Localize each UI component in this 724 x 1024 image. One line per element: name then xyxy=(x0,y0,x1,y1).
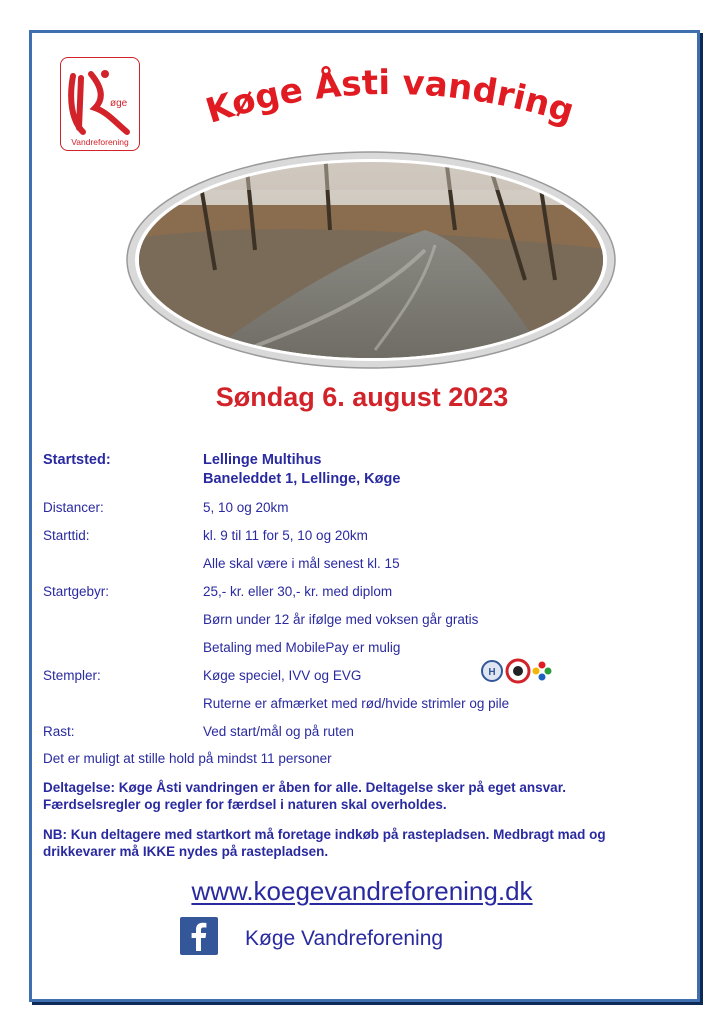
logo-bottom-text: Vandreforening xyxy=(71,137,129,147)
svg-text:Køge Åsti vandring xyxy=(201,63,578,132)
startgebyr-label: Startgebyr: xyxy=(43,584,110,599)
distancer-value: 5, 10 og 20km xyxy=(203,500,289,515)
deltagelse-line-2: Færdselsregler og regler for færdsel i naturen skal overholdes. xyxy=(43,797,447,812)
starttid-value-2: Alle skal være i mål senest kl. 15 xyxy=(203,556,400,571)
river-photo xyxy=(125,150,617,370)
stempler-label: Stempler: xyxy=(43,668,101,683)
stempler-value-1: Køge speciel, IVV og EVG xyxy=(203,668,362,683)
page-title xyxy=(150,40,620,150)
logo-small-text: øge xyxy=(110,98,128,109)
nb-line-2: drikkevarer må IKKE nydes på rastepladsen. xyxy=(43,844,329,859)
distancer-label: Distancer: xyxy=(43,500,104,515)
koge-vandreforening-logo xyxy=(60,57,140,151)
facebook-icon[interactable] xyxy=(180,917,218,955)
rast-label: Rast: xyxy=(43,724,75,739)
svg-text:H: H xyxy=(488,667,496,678)
title-text: Køge Åsti vandring xyxy=(201,62,579,132)
deltagelse-paragraph xyxy=(43,779,663,813)
startsted-value-2: Baneleddet 1, Lellinge, Køge xyxy=(203,471,401,487)
ivv-evg-stamp-icons xyxy=(480,658,560,684)
nb-line-1: NB: Kun deltagere med startkort må foretage indkøb på rastepladsen. Medbragt mad og xyxy=(43,827,606,842)
startgebyr-value-3: Betaling med MobilePay er mulig xyxy=(203,640,401,655)
nb-paragraph xyxy=(43,826,663,860)
startgebyr-value-1: 25,- kr. eller 30,- kr. med diplom xyxy=(203,584,393,599)
logo-graphic xyxy=(61,58,139,150)
facebook-page-name[interactable]: Køge Vandreforening xyxy=(245,927,444,950)
rast-value: Ved start/mål og på ruten xyxy=(203,724,354,739)
hold-text: Det er muligt at stille hold på mindst 11 personer xyxy=(43,751,332,766)
starttid-label: Starttid: xyxy=(43,528,90,543)
stempler-value-2: Ruterne er afmærket med rød/hvide strimler og pile xyxy=(203,696,510,711)
startsted-value-1: Lellinge Multihus xyxy=(203,452,322,468)
event-date: Søndag 6. august 2023 xyxy=(215,382,509,412)
website-link[interactable]: www.koegevandreforening.dk xyxy=(191,876,533,906)
startsted-label: Startsted: xyxy=(43,452,111,468)
deltagelse-line-1: Deltagelse: Køge Åsti vandringen er åben for alle. Deltagelse sker på eget ansvar. xyxy=(43,780,566,795)
startgebyr-value-2: Børn under 12 år ifølge med voksen går gratis xyxy=(203,612,479,627)
starttid-value-1: kl. 9 til 11 for 5, 10 og 20km xyxy=(203,528,368,543)
